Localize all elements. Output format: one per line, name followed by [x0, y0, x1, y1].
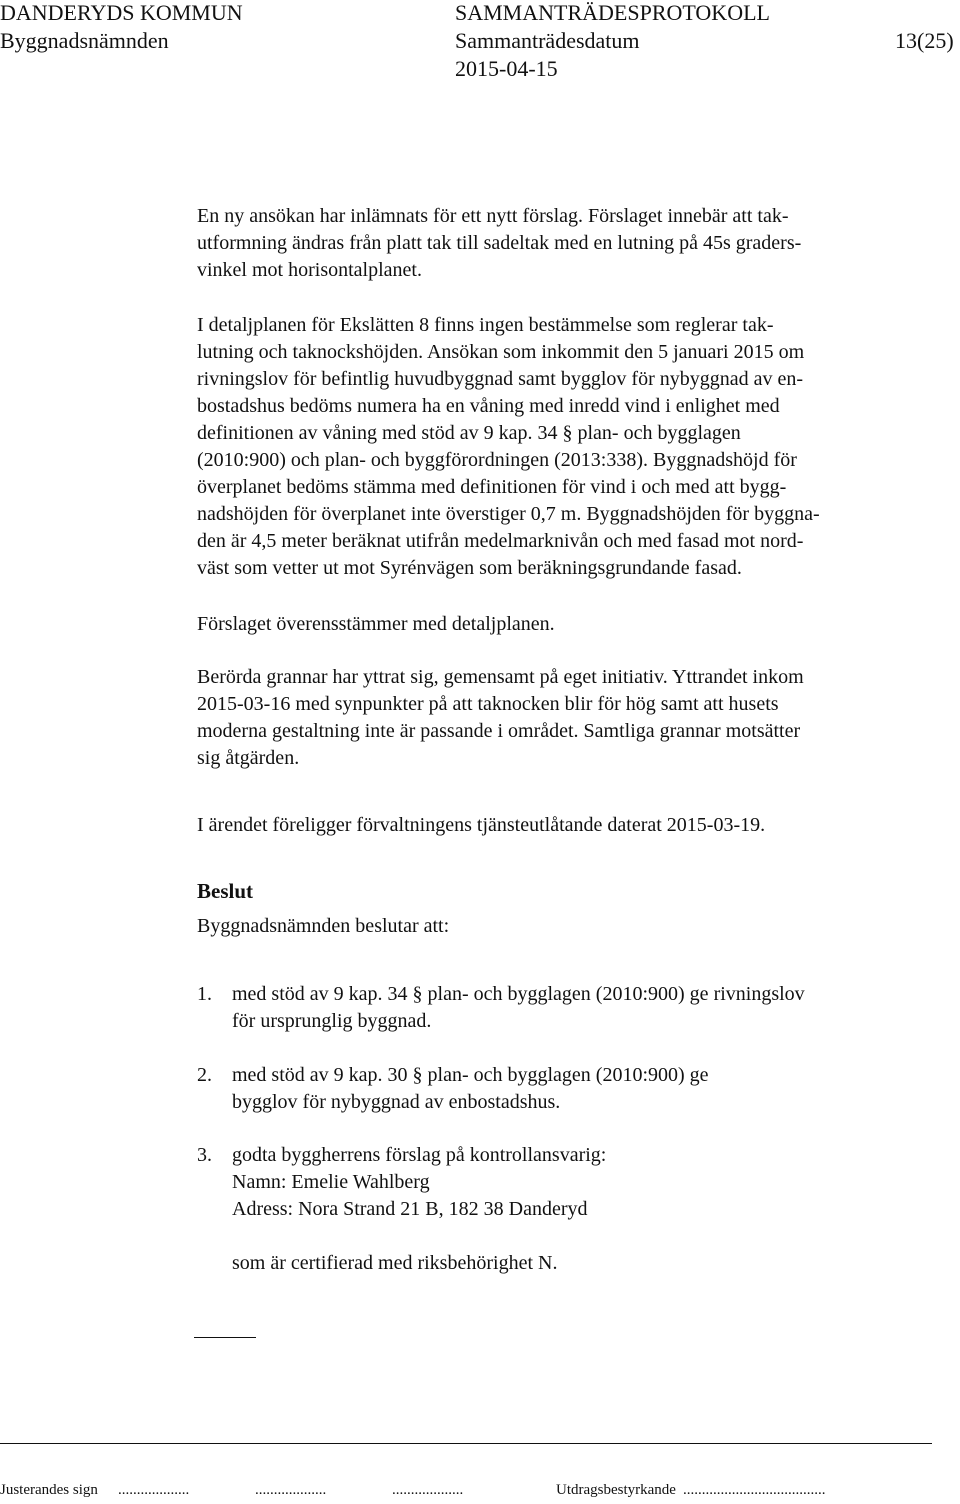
municipality-name: DANDERYDS KOMMUN	[0, 0, 243, 25]
text-line: lutning och taknockshöjden. Ansökan som inkommit den 5 januari 2015 om	[197, 341, 805, 363]
text-line: (2010:900) och plan- och byggförordningen (2013:338). Byggnadshöjd för	[197, 449, 797, 471]
text-line: Berörda grannar har yttrat sig, gemensamt på eget initiativ. Yttrandet inkom	[197, 666, 804, 688]
decision-item-3	[232, 1142, 606, 1223]
text-line: En ny ansökan har inlämnats för ett nytt förslag. Förslaget innebär att tak-	[197, 205, 789, 227]
text-line: med stöd av 9 kap. 34 § plan- och bygglagen (2010:900) ge rivningslov	[232, 983, 805, 1005]
committee-name: Byggnadsnämnden	[0, 28, 169, 53]
text-line: vinkel mot horisontalplanet.	[197, 259, 422, 281]
extract-certification-label: Utdragsbestyrkande	[556, 1482, 676, 1498]
decision-item-3-number: 3.	[197, 1144, 212, 1166]
paragraph-neighbors	[197, 664, 937, 772]
text-line: med stöd av 9 kap. 30 § plan- och bygglagen (2010:900) ge	[232, 1064, 709, 1086]
text-line: 2015-03-16 med synpunkter på att taknocken blir för hög samt att husets	[197, 693, 779, 715]
paragraph-compliance	[197, 611, 937, 638]
signature-dots-3: ...................	[392, 1482, 464, 1498]
text-line: rivningslov för befintlig huvudbyggnad samt bygglov för nybyggnad av en-	[197, 368, 804, 390]
decision-item-2-number: 2.	[197, 1064, 212, 1086]
signature-dots-1: ...................	[118, 1482, 190, 1498]
page-number: 13(25)	[895, 28, 954, 53]
section-end-rule	[194, 1337, 256, 1338]
text-line: bostadshus bedöms numera ha en våning med inredd vind i enlighet med	[197, 395, 780, 417]
paragraph-detail-plan	[197, 312, 937, 582]
text-line: väst som vetter ut mot Syrénvägen som beräkningsgrundande fasad.	[197, 557, 742, 579]
decision-item-1-number: 1.	[197, 983, 212, 1005]
text-line: den är 4,5 meter beräknat utifrån medelmarknivån och med fasad mot nord-	[197, 530, 804, 552]
text-line: för ursprunglig byggnad.	[232, 1010, 432, 1032]
signature-dots-2: ...................	[255, 1482, 327, 1498]
text-line: utformning ändras från platt tak till sadeltak med en lutning på 45s graders-	[197, 232, 802, 254]
footer-rule	[0, 1443, 932, 1444]
text-line: Adress: Nora Strand 21 B, 182 38 Danderyd	[232, 1198, 588, 1220]
paragraph-new-application	[197, 203, 937, 284]
text-line: sig åtgärden.	[197, 747, 300, 769]
decision-item-3-note: som är certifierad med riksbehörighet N.	[232, 1252, 558, 1274]
decision-item-2	[232, 1062, 709, 1116]
text-line: definitionen av våning med stöd av 9 kap. 34 § plan- och bygglagen	[197, 422, 741, 444]
text-line: bygglov för nybyggnad av enbostadshus.	[232, 1091, 561, 1113]
text-line: Förslaget överensstämmer med detaljplanen.	[197, 613, 555, 635]
text-line: nadshöjden för överplanet inte överstiger 0,7 m. Byggnadshöjden för byggna-	[197, 503, 820, 525]
extract-certification-dots: ......................................	[683, 1482, 826, 1498]
text-line: Byggnadsnämnden beslutar att:	[197, 915, 450, 937]
decision-item-1	[232, 981, 805, 1035]
text-line: överplanet bedöms stämma med definitionen för vind i och med att bygg-	[197, 476, 787, 498]
text-line: godta byggherrens förslag på kontrollansvarig:	[232, 1144, 607, 1166]
text-line: Namn: Emelie Wahlberg	[232, 1171, 430, 1193]
decision-heading: Beslut	[197, 879, 254, 903]
text-line: moderna gestaltning inte är passande i området. Samtliga grannar motsätter	[197, 720, 801, 742]
paragraph-statement	[197, 812, 937, 839]
meeting-date: 2015-04-15	[455, 56, 558, 81]
justerandes-sign-label: Justerandes sign	[0, 1482, 98, 1498]
decision-intro	[197, 913, 937, 940]
text-line: I detaljplanen för Ekslätten 8 finns ingen bestämmelse som reglerar tak-	[197, 314, 774, 336]
meeting-date-label: Sammanträdesdatum	[455, 28, 640, 53]
text-line: I ärendet föreligger förvaltningens tjänsteutlåtande daterat 2015-03-19.	[197, 814, 766, 836]
protocol-title: SAMMANTRÄDESPROTOKOLL	[455, 0, 770, 25]
